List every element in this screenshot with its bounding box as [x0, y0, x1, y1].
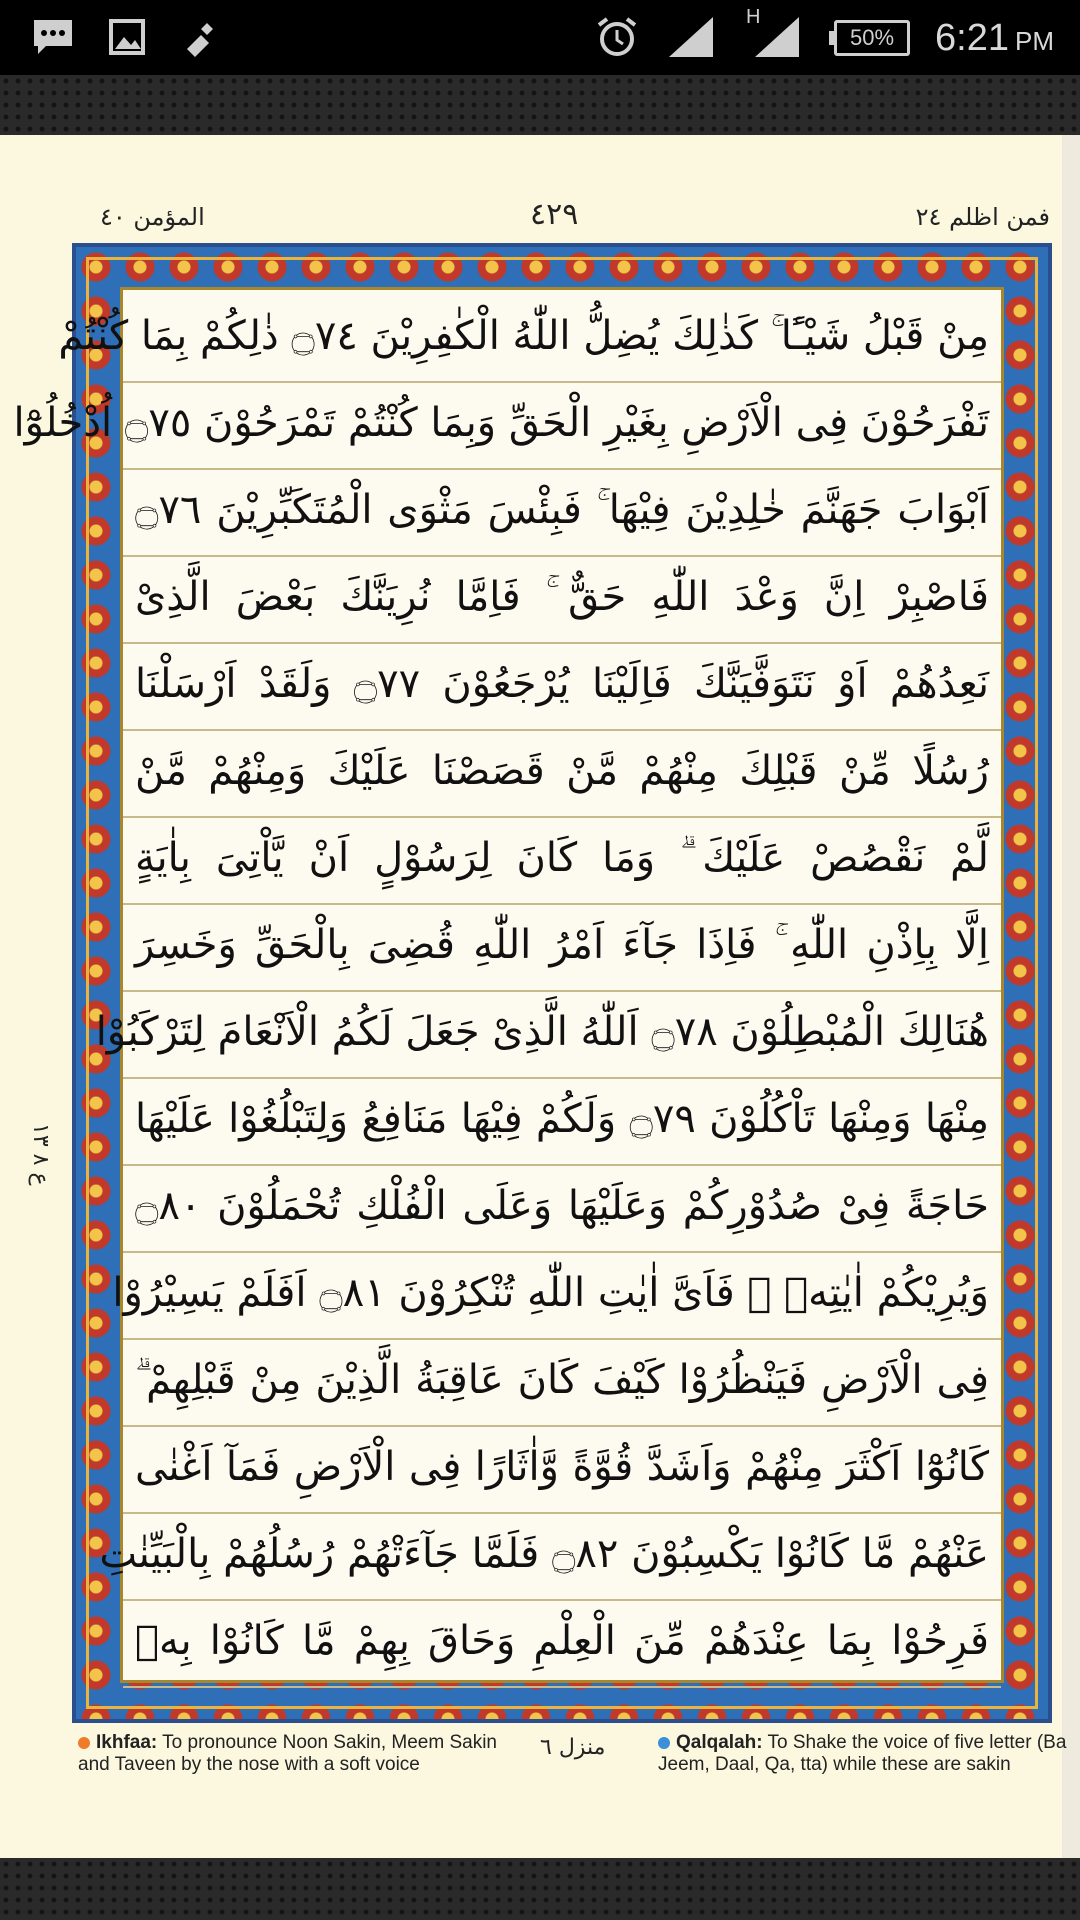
status-bar — [0, 0, 1080, 75]
legend-text: To pronounce Noon Sakin, Meem Sakin and Taveen by the nose with a soft voice — [78, 1732, 497, 1775]
verse-line: هُنَالِكَ الْمُبْطِلُوْنَ ۝٧٨ اَللّٰهُ الَّذِىْ جَعَلَ لَكُمُ الْاَنْعَامَ لِتَرْكَبُوْا — [123, 986, 1001, 1079]
network-type: H — [746, 6, 761, 28]
quran-page[interactable] — [0, 135, 1080, 1858]
verse-line: نَعِدُهُمْ اَوْ نَتَوَفَّيَنَّكَ فَاِلَيْنَا يُرْجَعُوْنَ ۝٧٧ وَلَقَدْ اَرْسَلْنَا — [123, 638, 1001, 731]
battery-indicator: 50% — [834, 20, 910, 56]
page-number: ٤٢٩ — [530, 197, 579, 232]
verse-line: تَفْرَحُوْنَ فِى الْاَرْضِ بِغَيْرِ الْحَقِّ وَبِمَا كُنْتُمْ تَمْرَحُوْنَ ۝٧٥ اُدْخُلُوْٓا — [123, 377, 1001, 470]
verse-line: كَانُوْٓا اَكْثَرَ مِنْهُمْ وَاَشَدَّ قُوَّةً وَّاٰثَارًا فِى الْاَرْضِ فَمَآ اَغْنٰى — [123, 1421, 1001, 1514]
verse-line: فَاصْبِرْ اِنَّ وَعْدَ اللّٰهِ حَقٌّ ۚ فَاِمَّا نُرِيَنَّكَ بَعْضَ الَّذِىْ — [123, 551, 1001, 644]
bottom-band — [0, 1858, 1080, 1920]
verse-line: اِلَّا بِاِذْنِ اللّٰهِ ۚ فَاِذَا جَآءَ اَمْرُ اللّٰهِ قُضِىَ بِالْحَقِّ وَخَسِرَ — [123, 899, 1001, 992]
ikhfaa-color-dot — [78, 1737, 90, 1749]
verse-line: عَنْهُمْ مَّا كَانُوْا يَكْسِبُوْنَ ۝٨٢ فَلَمَّا جَآءَتْهُمْ رُسُلُهُمْ بِالْبَيِّنٰتِ — [123, 1508, 1001, 1601]
page-edge — [1062, 135, 1080, 1858]
page-header — [100, 197, 1050, 243]
signal-h-icon — [754, 14, 800, 60]
verse-line: اَبْوَابَ جَهَنَّمَ خٰلِدِيْنَ فِيْهَا ۚ فَبِئْسَ مَثْوَى الْمُتَكَبِّرِيْنَ ۝٧٦ — [123, 464, 1001, 557]
legend-ikhfaa — [78, 1732, 518, 1776]
verse-line: حَاجَةً فِىْ صُدُوْرِكُمْ وَعَلَيْهَا وَعَلَى الْفُلْكِ تُحْمَلُوْنَ ۝٨٠ — [123, 1160, 1001, 1253]
verse-line: لَّمْ نَقْصُصْ عَلَيْكَ ۗ وَمَا كَانَ لِرَسُوْلٍ اَنْ يَّاْتِىَ بِاٰيَةٍ — [123, 812, 1001, 905]
clock-ampm: PM — [1015, 26, 1054, 56]
verse-line: فَرِحُوْا بِمَا عِنْدَهُمْ مِّنَ الْعِلْمِ وَحَاقَ بِهِمْ مَّا كَانُوْا بِهٖ — [123, 1595, 1001, 1688]
verse-line: وَيُرِيْكُمْ اٰيٰتِهٖ ۖ فَاَىَّ اٰيٰتِ اللّٰهِ تُنْكِرُوْنَ ۝٨١ اَفَلَمْ يَسِيْرُوْا — [123, 1247, 1001, 1340]
legend-term: Ikhfaa: — [96, 1732, 158, 1753]
clock-time: 6:21 — [935, 17, 1009, 59]
toolbar-band — [0, 75, 1080, 135]
signal-icon — [668, 14, 714, 60]
legend-term: Qalqalah: — [676, 1732, 763, 1753]
verse-line: فِى الْاَرْضِ فَيَنْظُرُوْا كَيْفَ كَانَ عَاقِبَةُ الَّذِيْنَ مِنْ قَبْلِهِمْ ۗ — [123, 1334, 1001, 1427]
puzzle-icon — [176, 14, 222, 60]
para-name: فمن اظلم ٢٤ — [915, 203, 1050, 231]
message-icon — [30, 14, 76, 60]
legend-qalqalah — [658, 1732, 1078, 1776]
clock — [935, 14, 1054, 65]
verse-line: مِنْ قَبْلُ شَيْـًٔا ۚ كَذٰلِكَ يُضِلُّ اللّٰهُ الْكٰفِرِيْنَ ۝٧٤ ذٰلِكُمْ بِمَا كُنْتُمْ — [123, 290, 1001, 383]
surah-name: المؤمن ٤٠ — [100, 203, 205, 231]
ruku-mark: ع ٨ ١٣ — [28, 1123, 53, 1186]
qalqalah-color-dot — [658, 1737, 670, 1749]
verse-line: مِنْهَا وَمِنْهَا تَاْكُلُوْنَ ۝٧٩ وَلَكُمْ فِيْهَا مَنَافِعُ وَلِتَبْلُغُوْا عَلَيْهَا — [123, 1073, 1001, 1166]
verse-line: رُسُلًا مِّنْ قَبْلِكَ مِنْهُمْ مَّنْ قَصَصْنَا عَلَيْكَ وَمِنْهُمْ مَّنْ — [123, 725, 1001, 818]
legend-text: To Shake the voice of five letter (Ba Jeem, Daal, Qa, tta) while these are sakin — [658, 1732, 1067, 1775]
alarm-icon — [594, 14, 640, 60]
image-icon — [104, 14, 150, 60]
manzil-label: منزل ٦ — [540, 1735, 606, 1760]
